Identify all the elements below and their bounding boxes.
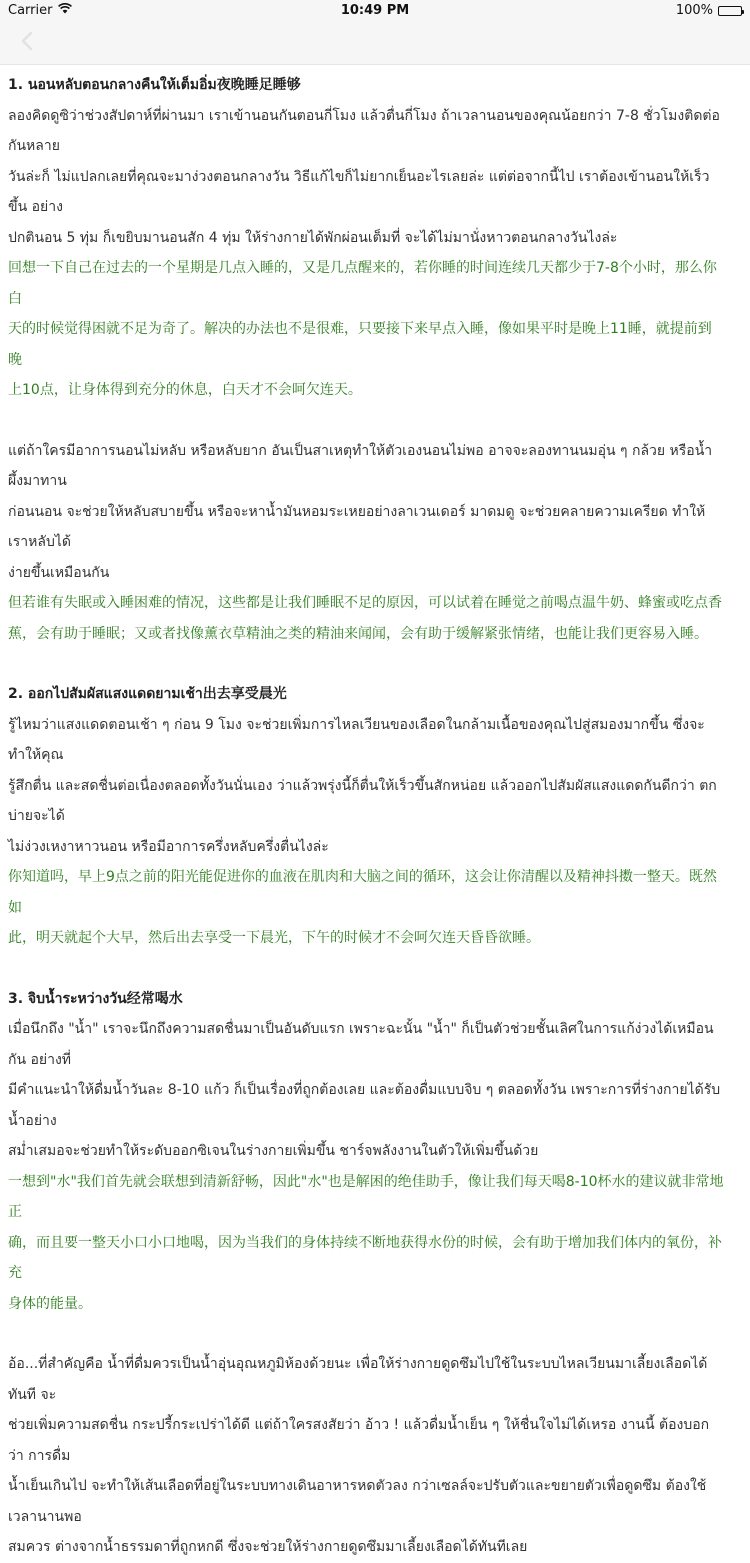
section-3-chinese-paragraph: 一想到"水"我们首先就会联想到清新舒畅，因此"水"也是解困的绝佳助手，像让我们每天喝8-10杯水的建议就非常地正 确，而且要一整天小口小口地喝，因为当我们的身体持续不断地获得水份的时候，会有助于增加我们体内的氧份，补充 身体的能量。 <box>8 1173 724 1312</box>
article-body <box>8 70 724 1563</box>
section-1-thai-paragraph: ลองคิดดูซิว่าช่วงสัปดาห์ที่ผ่านมา เราเข้านอนกันตอนกี่โมง แล้วตื่นกี่โมง ถ้าเวลานอนของคุณน้อยกว่า 7-8 ชั่วโมงติดต่อกันหลาย วันล่ะก็ ไม่แปลกเลยที่คุณจะมาง่วงตอนกลางวัน วิธีแก้ไขก็ไม่ยากเย็นอะไรเลยล่ะ แต่ต่อจากนี้ไป เราต้องเข้านอนให้เร็วขึ้น อย่าง ปกตินอน 5 ทุ่ม ก็เขยิบมานอนสัก 4 ทุ่ม ให้ร่างกายได้พักผ่อนเต็มที่ จะได้ไม่มานั่งหาวตอนกลางวันไงล่ะ <box>8 107 720 246</box>
battery-percent: 100% <box>675 3 713 18</box>
section-2-thai-paragraph: รู้ไหมว่าแสงแดดตอนเช้า ๆ ก่อน 9 โมง จะช่วยเพิ่มการไหลเวียนของเลือดในกล้ามเนื้อของคุณไปสู่สมองมากขึ้น ซึ่งจะทำให้คุณ รู้สึกตื่น และสดชื่นต่อเนื่องตลอดทั้งวันนั่นเอง ว่าแล้วพรุ่งนี้ก็ตื่นให้เร็วขึ้นสักหน่อย แล้วออกไปสัมผัสแสงแดดกันดีกว่า ตกบ่ายจะได้ ไม่ง่วงเหงาหาวนอน หรือมีอาการครึ่งหลับครึ่งตื่นไงล่ะ <box>8 716 717 855</box>
carrier-label: Carrier <box>8 3 53 18</box>
section-1b-chinese-paragraph: 但若谁有失眠或入睡困难的情况，这些都是让我们睡眠不足的原因，可以试着在睡觉之前喝点温牛奶、蜂蜜或吃点香 蕉，会有助于睡眠；又或者找像薰衣草精油之类的精油来闻闻，会有助于缓解紧张情绪，也能让我们更容易入睡。 <box>8 595 722 642</box>
section-2-chinese-paragraph: 你知道吗，早上9点之前的阳光能促进你的血液在肌肉和大脑之间的循环，这会让你清醒以及精神抖擞一整天。既然如 此，明天就起个大早，然后出去享受一下晨光，下午的时候才不会呵欠连天昏昏欲睡。 <box>8 869 717 946</box>
chevron-left-icon <box>21 31 33 55</box>
clock: 10:49 PM <box>340 3 410 18</box>
status-bar <box>0 0 750 22</box>
back-button[interactable] <box>14 30 40 56</box>
section-1b-thai-paragraph: แต่ถ้าใครมีอาการนอนไม่หลับ หรือหลับยาก อันเป็นสาเหตุทำให้ตัวเองนอนไม่พอ อาจจะลองทานนมอุ่น ๆ กล้วย หรือน้ำผึ้งมาทาน ก่อนนอน จะช่วยให้หลับสบายขึ้น หรือจะหาน้ำมันหอมระเหยอย่างลาเวนเดอร์ มาดมดู จะช่วยคลายความเครียด ทำให้เราหลับได้ ง่ายขึ้นเหมือนกัน <box>8 442 713 581</box>
section-3-thai-paragraph: เมื่อนึกถึง "น้ำ" เราจะนึกถึงความสดชื่นมาเป็นอันดับแรก เพราะฉะนั้น "น้ำ" ก็เป็นตัวช่วยชั้นเลิศในการแก้ง่วงได้เหมือนกัน อย่างที่ มีคำแนะนำให้ดื่มน้ำวันละ 8-10 แก้ว ก็เป็นเรื่องที่ถูกต้องเลย และต้องดื่มแบบจิบ ๆ ตลอดทั้งวัน เพราะการที่ร่างกายได้รับน้ำอย่าง สม่ำเสมอจะช่วยทำให้ระดับออกซิเจนในร่างกายเพิ่มขึ้น ชาร์จพลังงานในตัวให้เพิ่มขึ้นด้วย <box>8 1021 721 1159</box>
section-2-heading: 2. ออกไปสัมผัสแสงแดดยามเช้า出去享受晨光 <box>8 686 287 702</box>
section-1-chinese-paragraph: 回想一下自己在过去的一个星期是几点入睡的，又是几点醒来的，若你睡的时间连续几天都少于7-8个小时，那么你白 天的时候觉得困就不足为奇了。解决的办法也不是很难，只要接下来早点入睡，像如果平时是晚上11睡，就提前到晚 上10点，让身体得到充分的休息，白天才不会呵欠连天。 <box>8 260 717 398</box>
nav-bar <box>0 22 750 65</box>
status-right <box>676 3 742 18</box>
section-3-heading: 3. จิบน้ำระหว่างวัน经常喝水 <box>8 990 183 1007</box>
section-3b-thai-paragraph: อ้อ...ที่สำคัญคือ น้ำที่ดื่มควรเป็นน้ำอุ่นอุณหภูมิห้องด้วยนะ เพื่อให้ร่างกายดูดซึมไปใช้ในระบบไหลเวียนมาเลี้ยงเลือดได้ทันที จะ ช่วยเพิ่มความสดชื่น กระปรี้กระเปร่าได้ดี แต่ถ้าใครสงสัยว่า อ้าว ! แล้วดื่มน้ำเย็น ๆ ให้ชื่นใจไม่ได้เหรอ งานนี้ ต้องบอกว่า การดื่ม น้ำเย็นเกินไป จะทำให้เส้นเลือดที่อยู่ในระบบทางเดินอาหารหดตัวลง กว่าเซลล์จะปรับตัวและขยายตัวเพื่อดูดซึม ต้องใช้เวลานานพอ สมควร ต่างจากน้ำธรรมดาที่ถูกหกดี ซึ่งจะช่วยให้ร่างกายดูดซึมมาเลี้ยงเลือดได้ทันทีเลย <box>8 1356 710 1555</box>
battery-icon <box>718 6 742 16</box>
section-1-heading: 1. นอนหลับตอนกลางคืนให้เต็มอิ่ม夜晚睡足睡够 <box>8 77 301 93</box>
